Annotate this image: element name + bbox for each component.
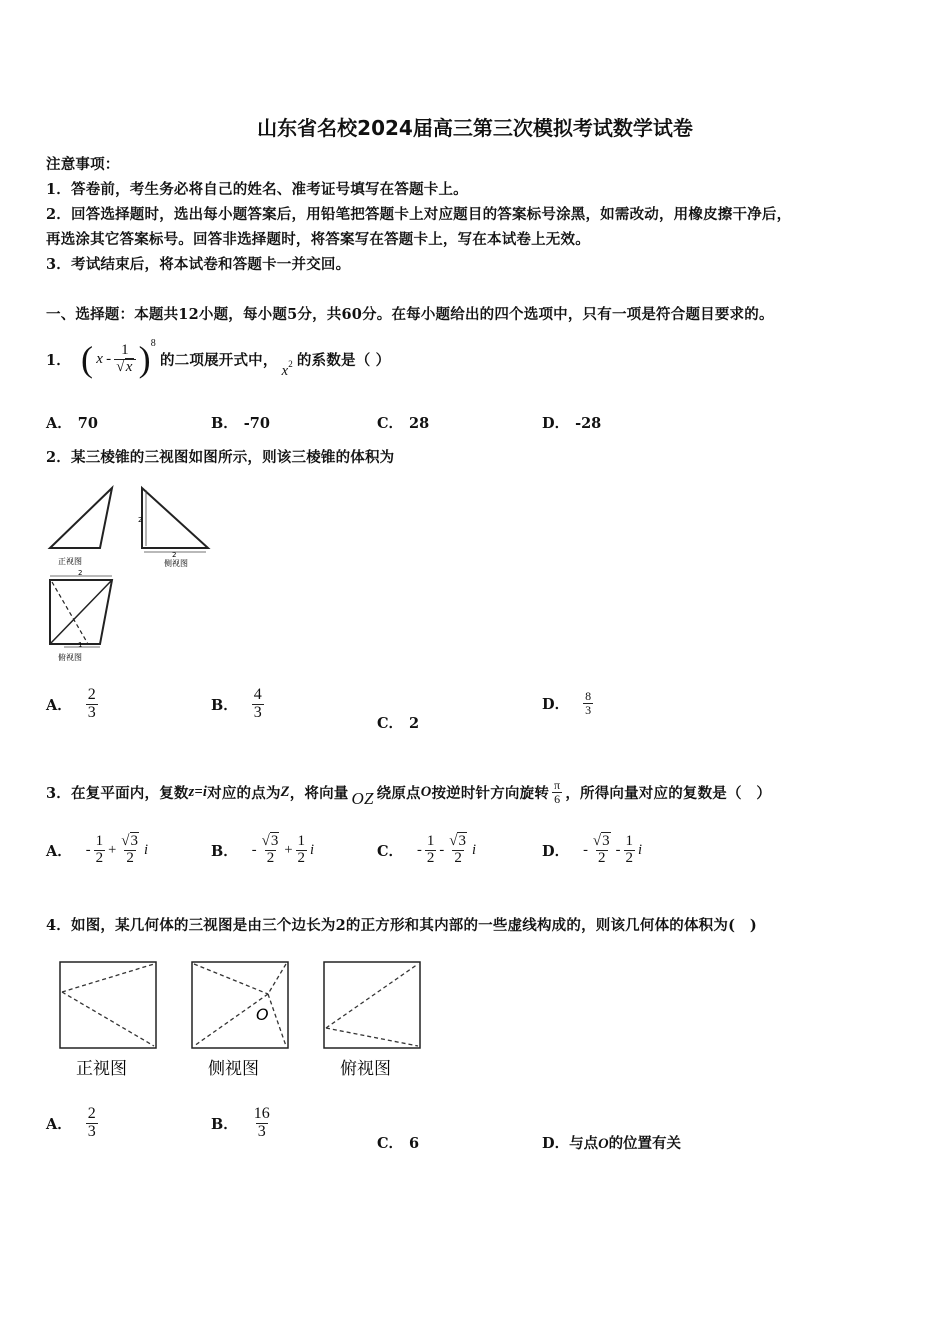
notice-heading: 注意事项： — [46, 156, 120, 173]
option-label: C． — [377, 842, 404, 860]
q1-var-exp: 2 — [288, 358, 293, 369]
q1-minus: - — [106, 350, 112, 367]
q2-side-view — [142, 488, 208, 548]
q1-option-c[interactable] — [377, 412, 429, 433]
notice-item-3: 3．考试结束后，将本试卷和答题卡一并交回。 — [46, 256, 351, 273]
q4-front-label: 正视图 — [76, 1059, 127, 1079]
imag-unit: i — [471, 841, 476, 858]
q4-top-square — [324, 962, 420, 1048]
sign: - — [251, 841, 257, 858]
q3-option-b[interactable] — [211, 834, 314, 867]
question-3 — [46, 772, 771, 812]
q2-side-dim-label: 2 — [138, 516, 143, 524]
radicand: 3 — [270, 833, 279, 849]
sign: - — [85, 841, 91, 858]
option-fraction — [86, 1106, 98, 1141]
imag-unit: i — [310, 841, 315, 858]
q1-expression — [81, 337, 156, 379]
fraction-num: π — [554, 777, 561, 792]
q4-point-o: O — [256, 1005, 269, 1024]
option-value: 2 — [409, 715, 420, 732]
imag-unit: i — [144, 841, 149, 858]
fraction-den: 2 — [266, 849, 275, 866]
option-label: A． — [46, 1115, 72, 1133]
option-value: 28 — [409, 415, 430, 432]
q2-option-a[interactable] — [46, 687, 101, 722]
q3-text-b: 对应的点为 — [207, 784, 281, 802]
radicand: 3 — [602, 833, 610, 849]
fraction-den: 2 — [625, 849, 633, 866]
option-fraction — [252, 1106, 272, 1141]
q3-origin: O — [420, 783, 432, 800]
q1-radicand: x — [125, 358, 133, 375]
q1-fraction — [114, 343, 135, 376]
q2-top-dashed — [52, 582, 88, 644]
notice-item-2-cont: 再选涂其它答案标号。回答非选择题时，将答案写在答题卡上，写在本试卷上无效。 — [46, 231, 590, 248]
fraction-den: 2 — [454, 849, 462, 866]
q2-top-label: 俯视图 — [58, 653, 82, 662]
q1-text-a: 的二项展开式中， — [159, 351, 278, 369]
q4-front-square — [60, 962, 156, 1048]
q1-number: 1． — [46, 351, 71, 369]
option-label: B． — [211, 1115, 238, 1133]
fraction-num: 1 — [297, 833, 306, 849]
q4-option-d[interactable] — [542, 1132, 681, 1153]
fraction-1 — [425, 834, 437, 867]
left-paren: ( — [81, 339, 94, 379]
q1-fraction-den: √x — [114, 359, 135, 376]
option-label: D． — [542, 1135, 570, 1152]
fraction-den: 3 — [257, 1122, 266, 1140]
q2-three-view-figure — [44, 484, 224, 666]
radicand: 3 — [458, 833, 466, 849]
q4-three-view-figure — [54, 956, 434, 1086]
operator: + — [284, 841, 293, 858]
q1-x: x — [96, 350, 104, 367]
question-2: 2．某三棱锥的三视图如图所示，则该三棱锥的体积为 — [46, 449, 395, 466]
option-label: B． — [211, 696, 238, 714]
option-point-o: O — [598, 1136, 609, 1152]
q2-top-dim-label: 2 — [78, 569, 83, 577]
fraction-num: 1 — [625, 833, 633, 849]
q1-exponent: 8 — [150, 337, 156, 349]
fraction-den: 2 — [426, 849, 435, 866]
q3-option-a[interactable] — [46, 834, 148, 867]
q1-option-a[interactable] — [46, 412, 98, 433]
section-heading: 一、选择题：本题共12小题，每小题5分，共60分。在每小题给出的四个选项中，只有一项是符合题目要求的。 — [46, 306, 774, 323]
q4-side-dash-4 — [268, 994, 286, 1046]
q3-text-e: 按逆时针方向旋转 — [431, 784, 550, 802]
fraction-den: 2 — [126, 849, 134, 866]
fraction-den: 3 — [87, 703, 96, 721]
notice-item-2: 2．回答选择题时，选出每小题答案后，用铅笔把答题卡上对应题目的答案标号涂黑，如需改动，用橡皮擦干净后， — [46, 206, 792, 223]
right-paren: ) — [138, 339, 151, 379]
q2-front-view — [50, 488, 112, 548]
q3-text-a: 3．在复平面内，复数 — [46, 784, 189, 802]
fraction-2: $\frac{√3}{2}$ — [121, 833, 139, 866]
q2-front-label: 正视图 — [58, 557, 82, 566]
q1-option-b[interactable] — [211, 412, 270, 433]
operator: - — [439, 841, 445, 858]
fraction-num: 16 — [253, 1105, 270, 1122]
question-1 — [46, 336, 390, 382]
option-value: -70 — [243, 415, 270, 432]
q2-option-b[interactable] — [211, 687, 267, 722]
fraction-den: 6 — [554, 791, 561, 806]
q4-side-square — [192, 962, 288, 1048]
question-4: 4．如图，某几何体的三视图是由三个边长为2的正方形和其内部的一些虚线构成的，则该几何体的体积为( ) — [46, 917, 757, 934]
q3-z-eq: z=i — [188, 783, 208, 800]
fraction-num: 1 — [426, 833, 435, 849]
fraction-1: $\frac{√3}{2}$ — [261, 833, 279, 866]
option-label: D． — [542, 415, 570, 432]
q4-top-dash-1 — [326, 964, 418, 1028]
option-fraction — [252, 687, 264, 722]
option-value: -28 — [575, 415, 602, 432]
q3-option-d[interactable] — [542, 834, 642, 867]
fraction-den: 2 — [95, 849, 104, 866]
fraction-2 — [296, 834, 308, 867]
option-label: D． — [542, 695, 570, 713]
q4-front-dash-1 — [62, 964, 154, 992]
sign: - — [417, 841, 422, 858]
q3-option-c[interactable] — [377, 834, 476, 867]
fraction-den: 2 — [297, 849, 306, 866]
page-title: 山东省名校2024届高三第三次模拟考试数学试卷 — [257, 116, 693, 140]
q3-text-f: ，所得向量对应的复数是（ ） — [565, 784, 772, 802]
fraction-num: 4 — [253, 686, 262, 703]
sign: - — [583, 841, 588, 858]
q3-text-c: ，将向量 — [289, 784, 349, 802]
q4-side-dash-1 — [194, 964, 268, 994]
q4-top-label: 俯视图 — [340, 1059, 391, 1079]
q3-point-z: Z — [280, 783, 290, 800]
q3-text-d: 绕原点 — [376, 784, 421, 802]
fraction-num: 2 — [87, 686, 96, 703]
fraction-2: $\frac{√3}{2}$ — [449, 833, 466, 866]
q3-angle — [552, 779, 562, 805]
q2-option-d[interactable] — [542, 690, 596, 716]
q3-vector: OZ — [351, 789, 374, 808]
option-label: C． — [377, 715, 404, 732]
option-fraction — [583, 690, 593, 716]
option-value: 6 — [409, 1135, 420, 1152]
q2-side-label: 侧视图 — [164, 559, 188, 568]
q2-option-c[interactable] — [377, 712, 419, 733]
q2-top-dim-label-bottom: 1 — [78, 641, 83, 649]
option-label: D． — [542, 842, 570, 860]
radicand: 3 — [130, 833, 139, 849]
option-label: C． — [377, 1135, 404, 1152]
q4-option-b[interactable] — [211, 1106, 275, 1141]
q1-fraction-num: 1 — [121, 341, 129, 358]
q4-option-a[interactable] — [46, 1106, 101, 1141]
fraction-den: 3 — [253, 703, 262, 721]
notice-item-1: 1．答卷前，考生务必将自己的姓名、准考证号填写在答题卡上。 — [46, 181, 468, 198]
option-label: A． — [46, 696, 72, 714]
q4-front-dash-2 — [62, 992, 154, 1046]
option-label: B． — [211, 842, 238, 860]
fraction-2 — [624, 834, 636, 867]
option-label: C． — [377, 415, 404, 432]
option-value: 70 — [77, 415, 98, 432]
fraction-1 — [94, 834, 106, 867]
fraction-den: 3 — [87, 1122, 96, 1140]
fraction-num: 2 — [87, 1105, 96, 1122]
fraction-den: 2 — [598, 849, 606, 866]
operator: - — [615, 841, 621, 858]
q2-side-dim-label-bottom: 2 — [172, 551, 177, 559]
option-text-b: 的位置有关 — [608, 1135, 682, 1152]
fraction-num: 1 — [95, 833, 104, 849]
fraction-den: 3 — [585, 702, 592, 717]
q1-option-d[interactable] — [542, 412, 601, 433]
q1-var — [281, 358, 293, 380]
operator: + — [108, 841, 117, 858]
imag-unit: i — [638, 841, 643, 858]
option-label: A． — [46, 415, 72, 432]
option-label: B． — [211, 415, 238, 432]
q4-side-label: 侧视图 — [208, 1059, 259, 1079]
fraction-1: $\frac{√3}{2}$ — [592, 833, 610, 866]
q4-top-dash-2 — [326, 1028, 418, 1046]
option-fraction — [86, 687, 98, 722]
q4-side-dash-2 — [268, 964, 286, 994]
option-label: A． — [46, 842, 72, 860]
q1-var-x: x — [281, 362, 289, 379]
q4-option-c[interactable] — [377, 1132, 419, 1153]
fraction-num: 8 — [585, 689, 592, 703]
q1-text-b: 的系数是（ ） — [296, 351, 391, 369]
option-text-a: 与点 — [569, 1135, 599, 1152]
